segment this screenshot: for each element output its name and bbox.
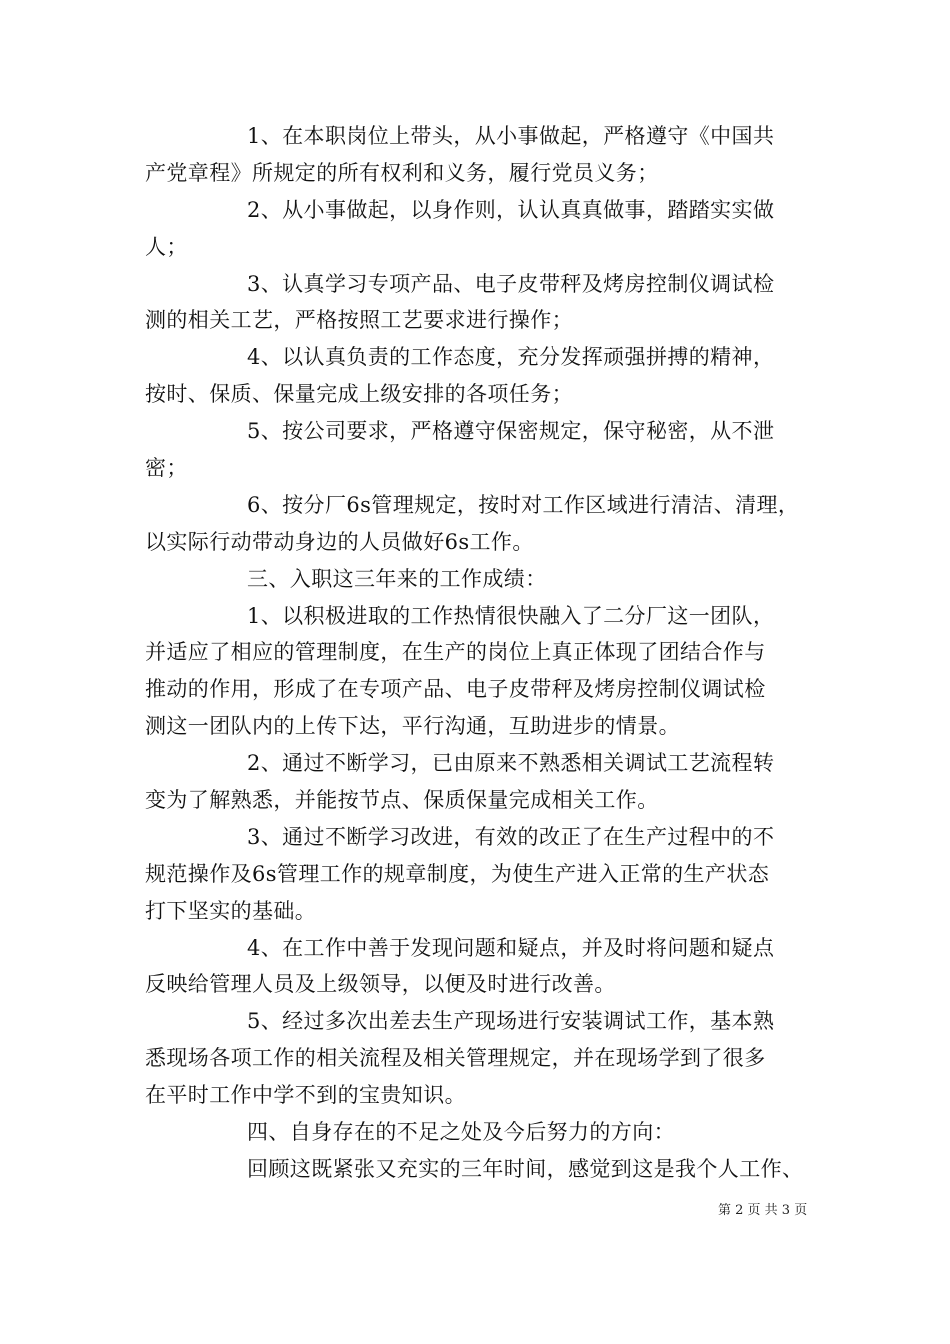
document-body <box>145 118 825 1188</box>
text-line: 5、按公司要求，严格遵守保密规定，保守秘密，从不泄 <box>247 419 775 444</box>
text-line: 测这一团队内的上传下达，平行沟通，互助进步的情景。 <box>145 714 680 739</box>
text-line: 回顾这既紧张又充实的三年时间，感觉到这是我个人工作、 <box>247 1156 804 1181</box>
text-line: 在平时工作中学不到的宝贵知识。 <box>145 1083 466 1108</box>
text-line: 密； <box>145 456 188 481</box>
page-number-footer: 第 2 页 共 3 页 <box>718 1203 808 1218</box>
text-line: 5、经过多次出差去生产现场进行安装调试工作，基本熟 <box>247 1009 775 1034</box>
text-line: 按时、保质、保量完成上级安排的各项任务； <box>145 382 573 407</box>
text-line: 1、以积极进取的工作热情很快融入了二分厂这一团队， <box>247 603 775 628</box>
text-line: 测的相关工艺，严格按照工艺要求进行操作； <box>145 308 573 333</box>
text-line: 1、在本职岗位上带头，从小事做起，严格遵守《中国共 <box>247 124 775 148</box>
text-line: 反映给管理人员及上级领导，以便及时进行改善。 <box>145 972 616 997</box>
text-line: 以实际行动带动身边的人员做好6s工作。 <box>145 529 534 554</box>
text-line: 2、从小事做起，以身作则，认认真真做事，踏踏实实做 <box>247 197 775 222</box>
text-line: 产党章程》所规定的所有权利和义务，履行党员义务； <box>145 160 659 185</box>
text-line: 6、按分厂6s管理规定，按时对工作区域进行清洁、清理， <box>247 492 800 517</box>
text-line: 3、通过不断学习改进，有效的改正了在生产过程中的不 <box>247 824 775 849</box>
text-line: 打下坚实的基础。 <box>145 898 317 923</box>
text-line: 推动的作用，形成了在专项产品、电子皮带秤及烤房控制仪调试检 <box>145 677 766 702</box>
text-line: 人； <box>145 234 188 259</box>
text-line: 变为了解熟悉，并能按节点、保质保量完成相关工作。 <box>145 788 659 813</box>
text-line: 3、认真学习专项产品、电子皮带秤及烤房控制仪调试检 <box>247 271 775 296</box>
section-heading: 三、入职这三年来的工作成绩： <box>247 566 547 591</box>
text-line: 2、通过不断学习，已由原来不熟悉相关调试工艺流程转 <box>247 751 775 776</box>
text-line: 悉现场各项工作的相关流程及相关管理规定，并在现场学到了很多 <box>145 1046 766 1071</box>
text-line: 规范操作及6s管理工作的规章制度，为使生产进入正常的生产状态 <box>145 861 770 886</box>
text-line: 4、在工作中善于发现问题和疑点，并及时将问题和疑点 <box>247 935 775 960</box>
text-line: 4、以认真负责的工作态度，充分发挥顽强拼搏的精神， <box>247 345 775 370</box>
text-line: 并适应了相应的管理制度，在生产的岗位上真正体现了团结合作与 <box>145 640 766 665</box>
section-heading: 四、自身存在的不足之处及今后努力的方向： <box>247 1120 675 1145</box>
